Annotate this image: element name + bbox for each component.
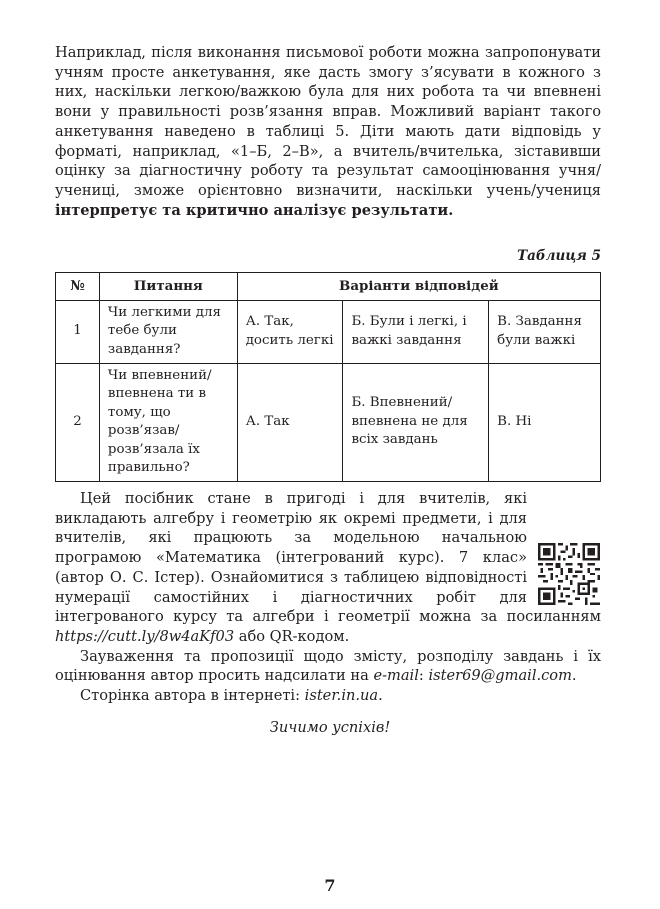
row-number: 2 — [56, 363, 100, 481]
paragraph-2 — [55, 489, 601, 647]
table-caption: Таблиця 5 — [517, 248, 601, 264]
header-question: Питання — [99, 273, 237, 301]
header-number: № — [56, 273, 100, 301]
page-number: 7 — [324, 876, 336, 895]
email-link[interactable]: ister69@gmail.com — [428, 667, 572, 685]
answer-a: А. Так, досить легкі — [237, 300, 343, 363]
paragraph-1 — [55, 43, 601, 220]
table-row — [56, 363, 601, 481]
paragraph-4 — [55, 686, 601, 706]
paragraph-1-bold: інтерпретує та критично аналізує результати. — [55, 201, 454, 219]
survey-table — [55, 272, 601, 482]
email-label: e-mail — [373, 667, 419, 685]
paragraph-1-text: Наприклад, після виконання письмової роботи можна запропонувати учням просте анкетування, яке дасть змогу з’ясувати в кожного з них, наскільки легкою/важкою була для них робота та чи впевнені вони у правильності розв’язання вправ. Можливий варіант такого анкетування наведено в таблиці 5. Діти мають дати відповідь у форматі, наприклад, «1–Б, 2–В», а вчитель/вчителька, зіставивши оцінку за діагностичну роботу та результат самооцінювання учня/учениці, зможе орієнтовно визначити, наскільки учень/учениця — [55, 44, 601, 199]
header-answers: Варіанти відповідей — [237, 273, 600, 301]
paragraph-2-end: або QR-кодом. — [234, 627, 350, 645]
paragraph-4-text: Сторінка автора в інтернеті: — [80, 687, 305, 705]
colon: : — [418, 667, 429, 685]
answer-c: В. Ні — [489, 363, 601, 481]
paragraph-2-text: Цей посібник стане в пригоді і для вчителів, які викладають алгебру і геометрію як окремі предмети, і для вчителів, які працюють за модельною начальною програмою «Математика (інтегрований курс). 7 клас» (автор О. С. Істер). Ознайомитися з таблицею відповідності нумерації самостійних і діагностичних робіт для інтегрованого курсу та алгебри і геометрії можна за посиланням — [55, 490, 601, 626]
answer-a: А. Так — [237, 363, 343, 481]
answer-b: Б. Впевнений/ впевнена не для всіх завдань — [343, 363, 489, 481]
table-header-row — [56, 273, 601, 301]
period: . — [571, 667, 577, 685]
paragraph-3 — [55, 647, 601, 686]
closing-wish: Зичимо успіхів! — [269, 719, 391, 736]
answer-c: В. Завдання були важкі — [489, 300, 601, 363]
row-question: Чи впевнений/ впевнена ти в тому, що розв’язав/ розв’язала їх правильно? — [99, 363, 237, 481]
table-row — [56, 300, 601, 363]
paragraph-3-text: Зауваження та пропозиції щодо змісту, розподілу завдань і їх оцінювання автор просить надсилати на — [55, 647, 601, 685]
website-link[interactable]: ister.in.ua — [304, 687, 379, 705]
body-text — [55, 489, 601, 706]
intro-paragraph — [55, 43, 601, 220]
answer-b: Б. Були і легкі, і важкі завдання — [343, 300, 489, 363]
qr-code-icon[interactable] — [538, 543, 600, 605]
link-url[interactable]: https://cutt.ly/8w4aKf03 — [55, 627, 235, 645]
period: . — [378, 687, 383, 705]
row-number: 1 — [56, 300, 100, 363]
row-question: Чи легкими для тебе були завдання? — [99, 300, 237, 363]
